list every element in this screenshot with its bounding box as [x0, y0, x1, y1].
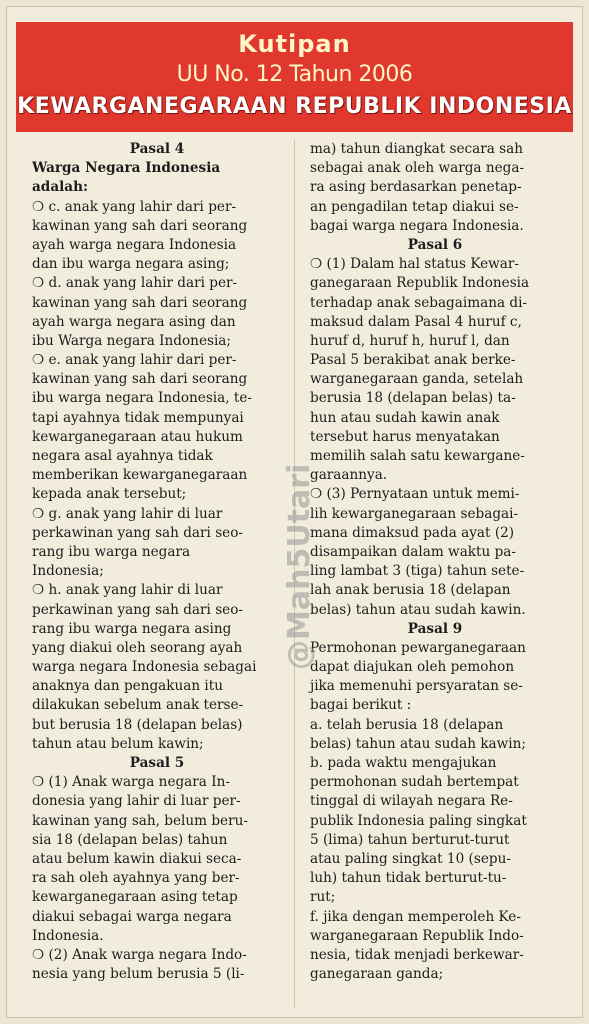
text-line: f. jika dengan memperoleh Ke-	[310, 908, 521, 925]
article-heading: Pasal 5	[129, 755, 185, 771]
banner-kicker: Kutipan	[238, 30, 351, 58]
text-line: mana dimaksud pada ayat (2)	[310, 524, 515, 541]
text-line: rang ibu warga negara	[32, 543, 191, 560]
article-heading: Pasal 9	[407, 620, 463, 637]
text-line: Warga Negara Indonesia	[32, 160, 221, 177]
text-line: perkawinan yang sah dari seo-	[32, 524, 243, 541]
text-line: an pengadilan tetap diakui se-	[310, 198, 519, 215]
text-line: permohonan sudah bertempat	[310, 774, 519, 791]
text-line: memilih salah satu kewargane-	[310, 448, 525, 464]
text-line: tahun atau belum kawin;	[32, 735, 204, 752]
text-line: jika memenuhi persyaratan se-	[310, 678, 523, 695]
text-line: Permohonan pewarganegaraan	[310, 639, 526, 656]
text-line: terhadap anak sebagaimana di-	[310, 294, 528, 311]
text-line: rang ibu warga negara asing	[32, 620, 232, 637]
text-line: luh) tahun tidak berturut-tu-	[310, 870, 507, 887]
text-line: Indonesia.	[32, 927, 104, 944]
text-line: ayah warga negara Indonesia	[32, 236, 237, 253]
text-line: ganegaraan Republik Indonesia	[310, 275, 530, 292]
text-line: kawinan yang sah, belum beru-	[32, 812, 248, 829]
text-line: 5 (lima) tahun berturut-turut	[310, 831, 510, 848]
text-line: kepada anak tersebut;	[32, 486, 187, 503]
text-line: warganegaraan ganda, setelah	[310, 371, 524, 388]
right-column	[310, 140, 560, 984]
text-line: publik Indonesia paling singkat	[310, 812, 527, 829]
text-line: hun atau sudah kawin anak	[310, 409, 500, 426]
text-line: kewarganegaraan atau hukum	[32, 428, 243, 445]
text-line: rut;	[310, 889, 336, 906]
text-line: ❍ (2) Anak warga negara Indo-	[32, 946, 247, 963]
text-line: belas) tahun atau sudah kawin;	[310, 735, 526, 752]
text-line: memberikan kewarganegaraan	[32, 467, 248, 484]
text-line: ling lambat 3 (tiga) tahun sete-	[310, 563, 525, 580]
text-line: donesia yang lahir di luar per-	[32, 793, 241, 810]
article-heading: Pasal 4	[129, 141, 185, 157]
text-line: ❍ h. anak yang lahir di luar	[32, 582, 223, 599]
text-line: huruf d, huruf h, huruf l, dan	[310, 332, 510, 349]
text-line: perkawinan yang sah dari seo-	[32, 601, 243, 618]
text-line: Pasal 5 berakibat anak berke-	[310, 352, 516, 369]
text-line: adalah:	[32, 179, 88, 196]
text-line: anaknya dan pengakuan itu	[32, 678, 223, 695]
text-line: dapat diajukan oleh pemohon	[310, 659, 515, 676]
text-line: ❍ e. anak yang lahir dari per-	[32, 352, 237, 369]
banner-law-number: UU No. 12 Tahun 2006	[176, 62, 413, 87]
left-column	[32, 140, 282, 984]
text-line: but berusia 18 (delapan belas)	[32, 716, 243, 733]
text-line: yang diakui oleh seorang ayah	[32, 639, 243, 656]
text-line: garaannya.	[310, 467, 388, 484]
text-line: sebagai anak oleh warga nega-	[310, 160, 525, 177]
text-line: atau belum kawin diakui seca-	[32, 850, 242, 867]
text-line: bagai warga negara Indonesia.	[310, 217, 524, 234]
text-line: ❍ d. anak yang lahir dari per-	[32, 275, 238, 292]
text-line: bagai berikut :	[310, 697, 412, 714]
text-line: ❍ c. anak yang lahir dari per-	[32, 198, 237, 215]
text-line: berusia 18 (delapan belas) ta-	[310, 390, 516, 407]
text-line: belas) tahun atau sudah kawin.	[310, 601, 526, 618]
text-line: ma) tahun diangkat secara sah	[310, 141, 524, 157]
text-line: negara asal ayahnya tidak	[32, 448, 213, 464]
text-line: nesia, tidak menjadi berkewar-	[310, 946, 524, 963]
text-line: tapi ayahnya tidak mempunyai	[32, 409, 244, 426]
text-line: kawinan yang sah dari seorang	[32, 371, 248, 388]
text-line: ra asing berdasarkan penetap-	[310, 179, 522, 196]
text-line: ra sah oleh ayahnya yang ber-	[32, 870, 240, 887]
text-line: kawinan yang sah dari seorang	[32, 294, 248, 311]
text-line: ❍ (1) Dalam hal status Kewar-	[310, 256, 520, 273]
text-line: lih kewarganegaraan sebagai-	[310, 505, 519, 522]
text-line: nesia yang belum berusia 5 (li-	[32, 966, 245, 983]
text-line: sia 18 (delapan belas) tahun	[32, 831, 228, 848]
text-line: atau paling singkat 10 (sepu-	[310, 850, 511, 867]
text-line: b. pada waktu mengajukan	[310, 755, 497, 771]
text-line: ibu Warga negara Indonesia;	[32, 332, 231, 349]
text-line: dilakukan sebelum anak terse-	[32, 697, 244, 714]
text-line: ❍ g. anak yang lahir di luar	[32, 505, 223, 522]
text-line: ❍ (1) Anak warga negara In-	[32, 774, 230, 791]
text-line: tersebut harus menyatakan	[310, 428, 500, 445]
text-line: ibu warga negara Indonesia, te-	[32, 390, 253, 407]
text-line: tinggal di wilayah negara Re-	[310, 793, 513, 810]
text-line: Indonesia;	[32, 563, 104, 580]
text-line: diakui sebagai warga negara	[32, 908, 232, 925]
text-line: ❍ (3) Pernyataan untuk memi-	[310, 486, 520, 503]
text-line: dan ibu warga negara asing;	[32, 256, 230, 273]
text-line: disampaikan dalam waktu pa-	[310, 543, 516, 560]
text-line: warganegaraan Republik Indo-	[310, 927, 524, 944]
text-line: kewarganegaraan asing tetap	[32, 889, 238, 906]
text-line: a. telah berusia 18 (delapan	[310, 716, 504, 733]
header-banner	[16, 22, 573, 132]
banner-title: KEWARGANEGARAAN REPUBLIK INDONESIA	[17, 94, 572, 119]
article-heading: Pasal 6	[407, 236, 463, 253]
text-line: maksud dalam Pasal 4 huruf c,	[310, 313, 522, 330]
text-line: lah anak berusia 18 (delapan	[310, 582, 511, 599]
watermark-handle	[280, 570, 320, 670]
text-line: kawinan yang sah dari seorang	[32, 217, 248, 234]
text-line: ayah warga negara asing dan	[32, 313, 236, 330]
text-line: ganegaraan ganda;	[310, 966, 444, 983]
text-line: warga negara Indonesia sebagai	[32, 659, 257, 676]
